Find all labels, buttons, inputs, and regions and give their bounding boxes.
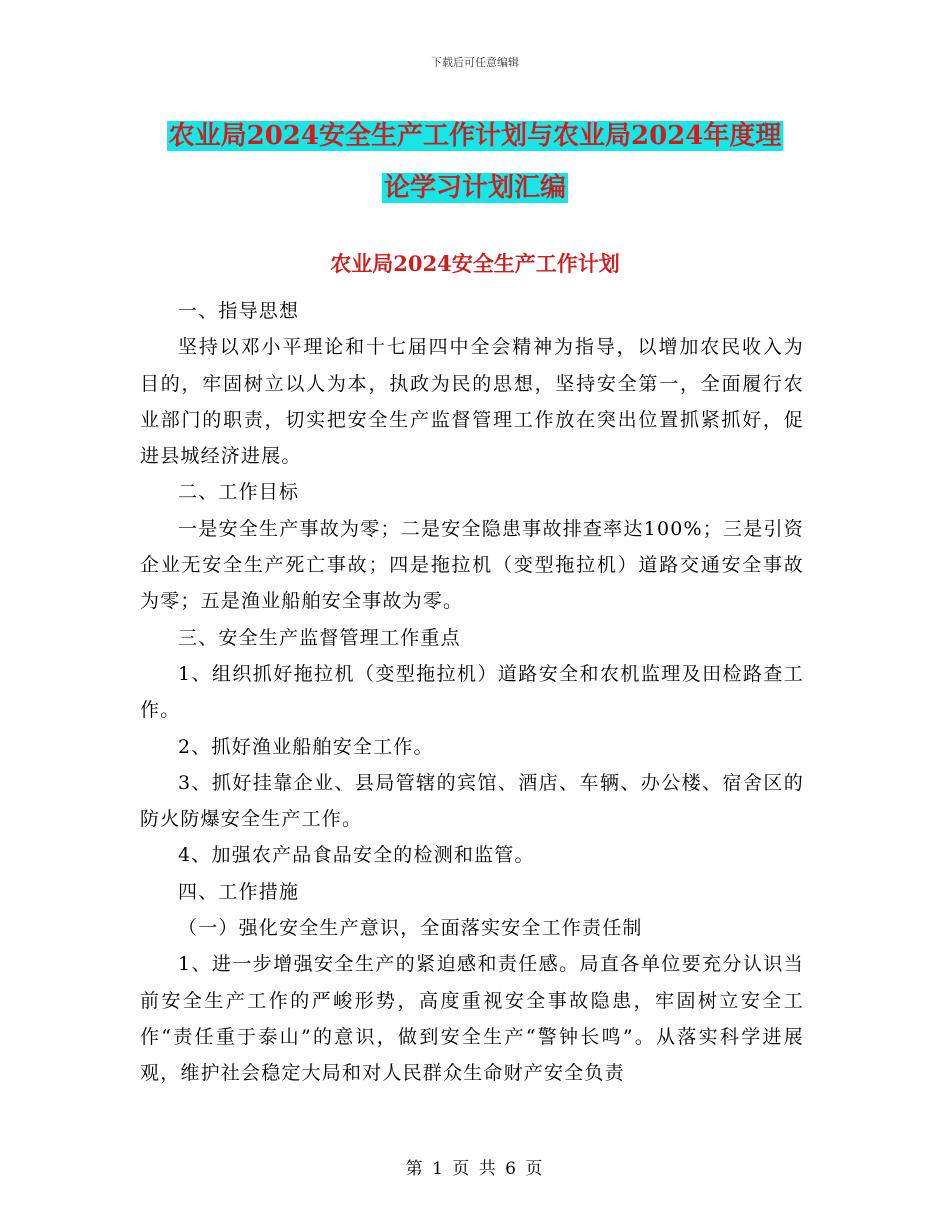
paragraph: 三、安全生产监督管理工作重点 <box>178 626 461 649</box>
header-note: 下载后可任意编辑 <box>431 56 519 69</box>
document-title-line-2: 论学习计划汇编 <box>383 173 566 203</box>
paragraph: （一）强化安全生产意识，全面落实安全工作责任制 <box>178 917 643 940</box>
paragraph: 2、抓好渔业船舶安全工作。 <box>178 735 434 758</box>
paragraph: 四、工作措施 <box>178 880 300 903</box>
document-title-line-1: 农业局2024安全生产工作计划与农业局2024年度理 <box>168 121 782 151</box>
paragraph: 坚持以邓小平理论和十七届四中全会精神为指导，以增加农民收入为目的，牢固树立以人为本，执政为民的思想，坚持安全第一，全面履行农业部门的职责，切实把安全生产监督管理工作放在突出位置抓紧抓好，促进县城经济进展。 <box>140 336 804 468</box>
document-title <box>140 110 810 214</box>
paragraph: 3、抓好挂靠企业、县局管辖的宾馆、酒店、车辆、办公楼、宿舍区的防火防爆安全生产工作。 <box>140 771 804 831</box>
paragraph: 一、指导思想 <box>178 300 300 322</box>
document-body <box>140 293 804 1092</box>
page-footer: 第 1 页 共 6 页 <box>405 1159 545 1179</box>
paragraph: 一是安全生产事故为零；二是安全隐患事故排查率达100%；三是引资企业无安全生产死亡事故；四是拖拉机（变型拖拉机）道路交通安全事故为零；五是渔业船舶安全事故为零。 <box>140 517 804 613</box>
paragraph: 4、加强农产品食品安全的检测和监管。 <box>178 844 535 867</box>
paragraph: 1、组织抓好拖拉机（变型拖拉机）道路安全和农机监理及田检路查工作。 <box>140 662 804 722</box>
paragraph: 1、进一步增强安全生产的紧迫感和责任感。局直各单位要充分认识当前安全生产工作的严峻形势，高度重视安全事故隐患，牢固树立安全工作“责任重于泰山”的意识，做到安全生产“警钟长鸣”。从落实科学进展观，维护社会稳定大局和对人民群众生命财产安全负责 <box>140 953 804 1085</box>
section-title: 农业局2024安全生产工作计划 <box>330 251 620 276</box>
paragraph: 二、工作目标 <box>178 481 300 504</box>
